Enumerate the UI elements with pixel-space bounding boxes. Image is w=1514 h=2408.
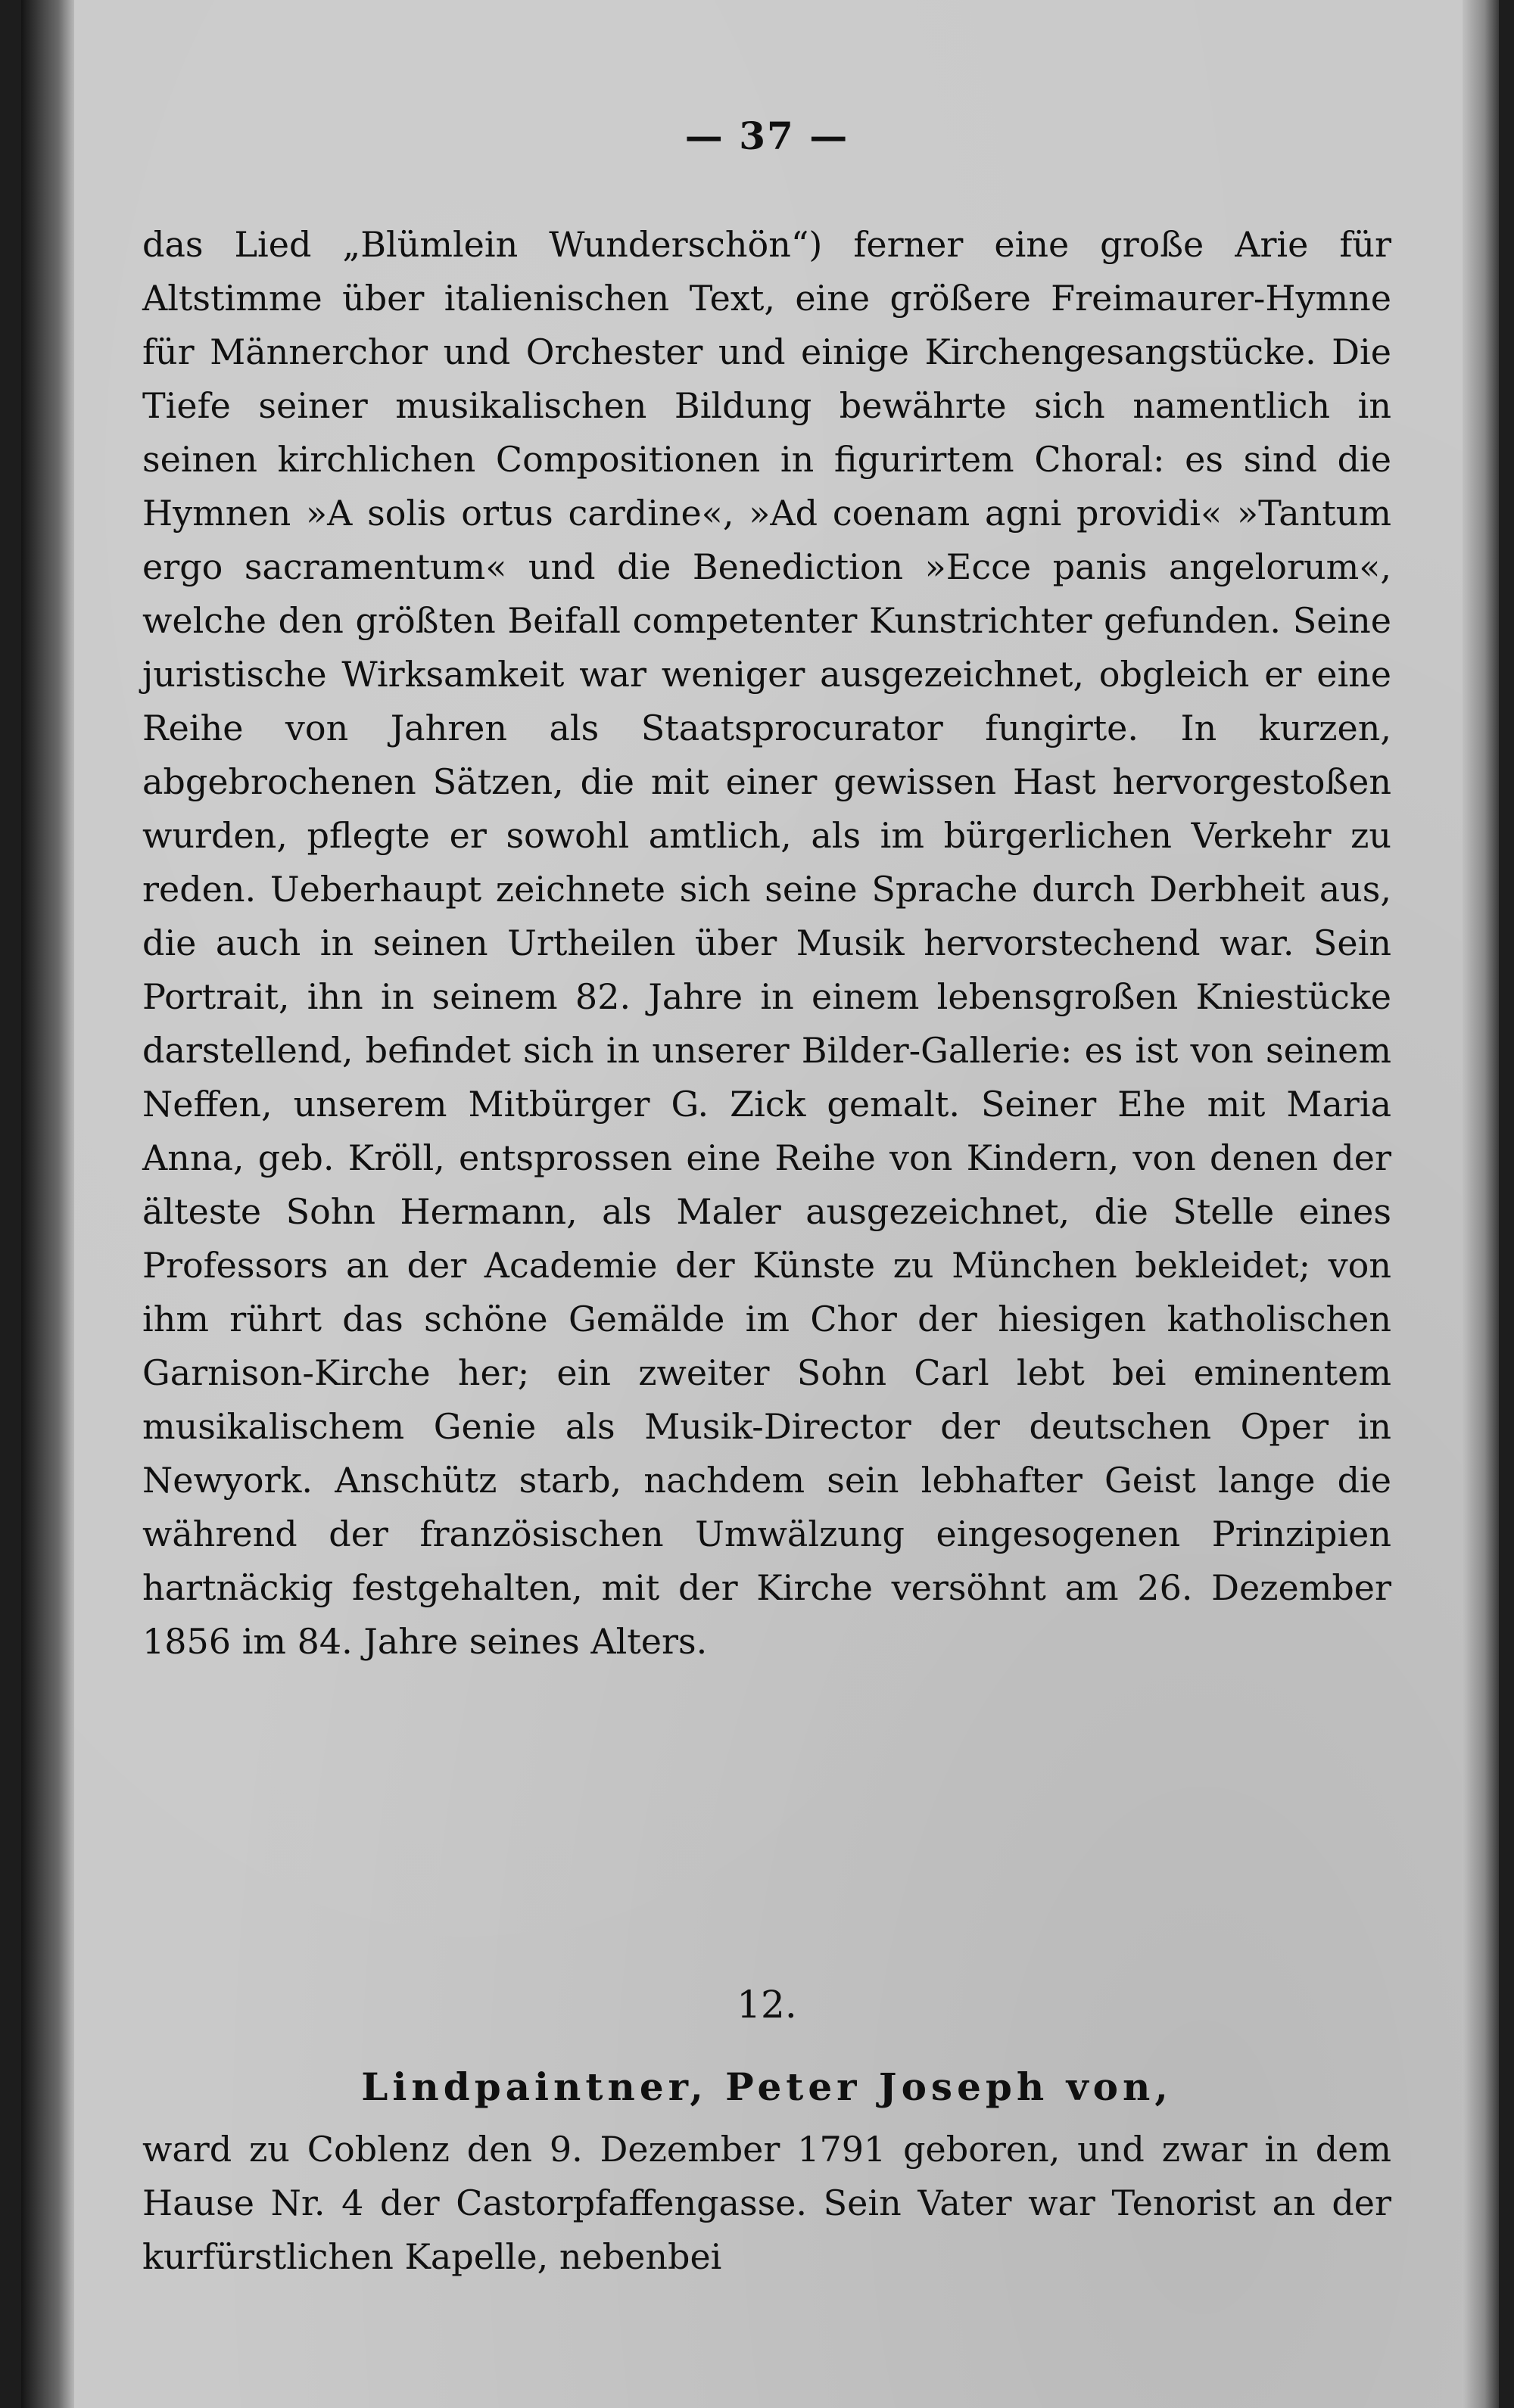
book-gutter-shadow: [21, 0, 74, 2408]
book-page: [21, 0, 1499, 2408]
page-edge-shadow: [1463, 0, 1499, 2408]
section-number: 12.: [737, 1983, 797, 2027]
section-paragraph: ward zu Coblenz den 9. Dezember 1791 geboren, und zwar in dem Hause Nr. 4 der Castorpfaffengasse. Sein Vater war Tenorist an der kurfürstlichen Kapelle, nebenbei: [142, 2129, 1391, 2277]
body-paragraph: das Lied „Blümlein Wunderschön“) ferner eine große Arie für Altstimme über italienischen Text, eine größere Freimaurer-Hymne für Männerchor und Orchester und einige Kirchengesangstücke. Die Tiefe seiner musikalischen Bildung bewährte sich namentlich in seinen kirchlichen Compositionen in figurirtem Choral: es sind die Hymnen »A solis ortus cardine«, »Ad coenam agni providi« »Tantum ergo sacramentum« und die Benediction »Ecce panis angelorum«, welche den größten Beifall competenter Kunstrichter gefunden. Seine juristische Wirksamkeit war weniger ausgezeichnet, obgleich er eine Reihe von Jahren als Staatsprocurator fungirte. In kurzen, abgebrochenen Sätzen, die mit einer gewissen Hast hervorgestoßen wurden, pflegte er sowohl amtlich, als im bürgerlichen Verkehr zu reden. Ueberhaupt zeichnete sich seine Sprache durch Derbheit aus, die auch in seinen Urtheilen über Musik hervorstechend war. Sein Portrait, ihn in seinem 82. Jahre in einem lebensgroßen Kniestücke darstellend, befindet sich in unserer Bilder-Gallerie: es ist von seinem Neffen, unserem Mitbürger G. Zick gemalt. Seiner Ehe mit Maria Anna, geb. Kröll, entsprossen eine Reihe von Kindern, von denen der älteste Sohn Hermann, als Maler ausgezeichnet, die Stelle eines Professors an der Academie der Künste zu München bekleidet; von ihm rührt das schöne Gemälde im Chor der hiesigen katholischen Garnison-Kirche her; ein zweiter Sohn Carl lebt bei eminentem musikalischem Genie als Musik-Director der deutschen Oper in Newyork. Anschütz starb, nachdem sein lebhafter Geist lange die während der französischen Umwälzung eingesogenen Prinzipien hartnäckig festgehalten, mit der Kirche versöhnt am 26. Dezember 1856 im 84. Jahre seines Alters.: [142, 224, 1391, 1662]
section-heading: Lindpaintner, Peter Joseph von,: [361, 2064, 1173, 2109]
page-number: — 37 —: [684, 114, 849, 158]
